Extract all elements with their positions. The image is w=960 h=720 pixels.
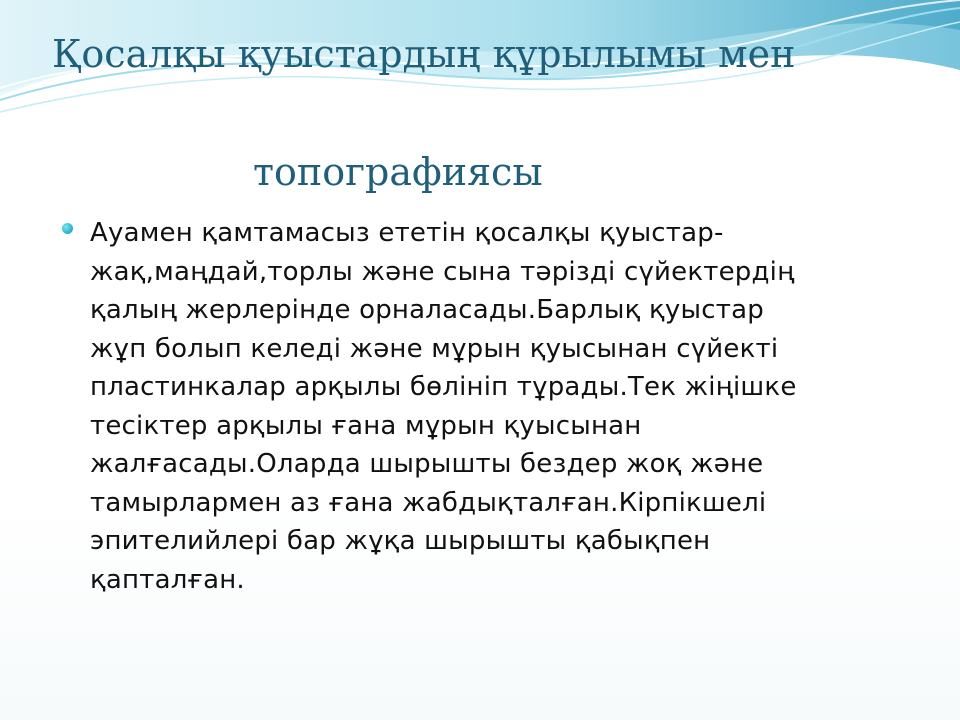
bullet-dot-icon bbox=[62, 223, 73, 234]
paragraph-line: қапталған. bbox=[90, 564, 245, 595]
paragraph-line: Ауамен қамтамасыз ететін қосалқы қуыстар- bbox=[90, 218, 724, 248]
paragraph-line: эпителийлері бар жұқа шырышты қабықпен bbox=[90, 526, 711, 556]
bullet-list-item bbox=[90, 214, 910, 599]
paragraph-line: тамырлармен аз ғана жабдықталған.Кірпікшелі bbox=[90, 487, 767, 518]
slide-title-line-1: Қосалқы қуыстардың құрылымы мен bbox=[52, 32, 796, 76]
slide-title-line-2: топографиясы bbox=[253, 150, 543, 194]
paragraph-line: жұп болып келеді және мұрын қуысынан сүйекті bbox=[90, 333, 779, 364]
paragraph-line: тесіктер арқылы ғана мұрын қуысынан bbox=[90, 410, 642, 441]
paragraph-line: пластинкалар арқылы бөлініп тұрады.Тек жіңішке bbox=[90, 372, 797, 402]
paragraph-line: жалғасады.Оларда шырышты бездер жоқ және bbox=[90, 449, 764, 479]
bullet-paragraph bbox=[90, 214, 910, 599]
paragraph-line: жақ,маңдай,торлы және сына тәрізді сүйектердің bbox=[90, 256, 795, 287]
paragraph-line: қалың жерлерінде орналасады.Барлық қуыстар bbox=[90, 295, 764, 325]
